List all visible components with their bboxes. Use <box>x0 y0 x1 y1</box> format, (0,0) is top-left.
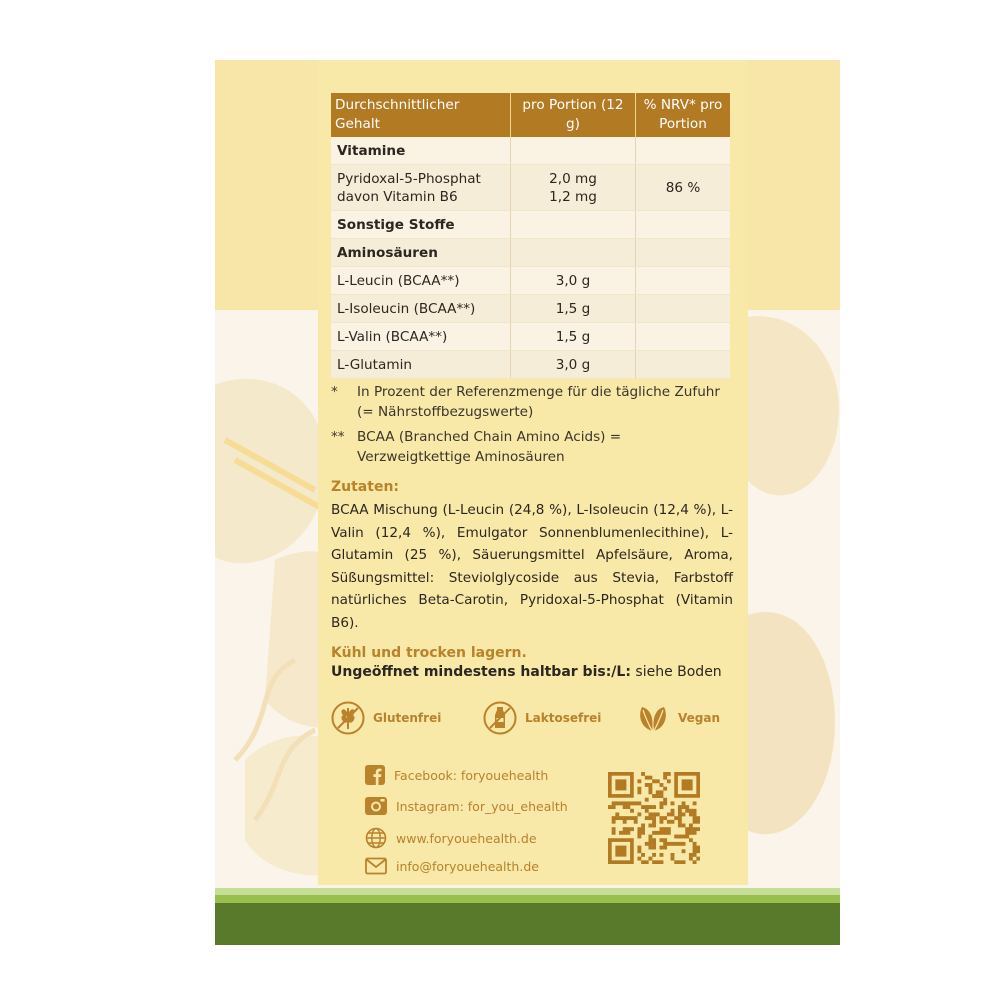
contact-email[interactable] <box>365 857 539 875</box>
nutrition-table <box>331 93 730 379</box>
footnote-marker: ** <box>331 429 345 445</box>
ingredients-title: Zutaten: <box>331 479 400 495</box>
nutrition-table-body <box>331 137 730 379</box>
cell-nrv <box>636 137 731 165</box>
stripe-dark <box>215 903 840 945</box>
ingredients-text: BCAA Mischung (L-Leucin (24,8 %), L-Isoleucin (12,4 %), L-Valin (12,4 %), Emulgator Sonnenblumenlecithine), L-Glutamin (25 %), Säuerungsmittel Apfelsäure, Aroma, Süßungsmittel: Steviolglycoside aus Stevia, Farbstoff natürliches Beta-Carotin, Pyridoxal-5-Phosphat (Vitamin B6). <box>331 502 733 631</box>
cell-nutrient: L-Valin (BCAA**) <box>331 323 511 351</box>
contact-label: Instagram: for_you_ehealth <box>396 798 568 814</box>
cell-nrv <box>636 323 731 351</box>
cell-nutrient: Sonstige Stoffe <box>331 211 511 239</box>
cell-nutrient: L-Isoleucin (BCAA**) <box>331 295 511 323</box>
badge-label: Vegan <box>678 711 720 725</box>
contact-label: www.foryouehealth.de <box>396 830 537 846</box>
contact-instagram[interactable] <box>365 796 568 816</box>
table-header-row <box>331 93 730 137</box>
table-row <box>331 295 730 323</box>
footnote-nrv <box>331 382 731 422</box>
cell-nrv <box>636 211 731 239</box>
table-row <box>331 351 730 379</box>
best-before-value: siehe Boden <box>630 664 722 680</box>
table-row <box>331 165 730 211</box>
wheat-icon <box>331 701 365 735</box>
cell-portion: 1,5 g <box>511 295 636 323</box>
contact-label: info@foryouehealth.de <box>396 858 539 874</box>
mail-icon <box>365 857 387 875</box>
cell-portion <box>511 211 636 239</box>
footnote-text: BCAA (Branched Chain Amino Acids) = Verzweigtkettige Aminosäuren <box>357 429 622 465</box>
cell-nrv <box>636 351 731 379</box>
badge-vegan <box>636 700 720 736</box>
table-row <box>331 267 730 295</box>
cell-nrv <box>636 295 731 323</box>
cell-portion: 3,0 g <box>511 267 636 295</box>
cell-nrv <box>636 239 731 267</box>
leaf-icon <box>636 701 670 735</box>
stripe-light <box>215 888 840 895</box>
header-nrv: % NRV* pro Portion <box>636 93 731 137</box>
footnote-text: In Prozent der Referenzmenge für die tägliche Zufuhr (= Nährstoffbezugswerte) <box>357 384 721 420</box>
instagram-icon <box>365 796 387 816</box>
cell-portion: 1,5 g <box>511 323 636 351</box>
bottom-stripes <box>215 888 840 945</box>
qr-code[interactable] <box>608 772 700 864</box>
contact-label: Facebook: foryouehealth <box>394 767 549 783</box>
cell-portion: 3,0 g <box>511 351 636 379</box>
footnote-bcaa <box>331 427 731 467</box>
table-row <box>331 211 730 239</box>
globe-icon <box>365 827 387 849</box>
stripe-mid <box>215 895 840 903</box>
badge-label: Laktosefrei <box>525 711 602 725</box>
cell-nrv <box>636 267 731 295</box>
cell-nrv: 86 % <box>636 165 731 211</box>
contact-facebook[interactable] <box>365 765 548 785</box>
cell-portion: 2,0 mg 1,2 mg <box>511 165 636 211</box>
badge-label: Glutenfrei <box>373 711 442 725</box>
cell-nutrient: Vitamine <box>331 137 511 165</box>
cell-nutrient: L-Leucin (BCAA**) <box>331 267 511 295</box>
table-row <box>331 137 730 165</box>
footnote-marker: * <box>331 384 338 400</box>
table-row <box>331 239 730 267</box>
storage-hint: Kühl und trocken lagern. <box>331 645 527 661</box>
bottle-icon <box>483 701 517 735</box>
contact-website[interactable] <box>365 827 537 849</box>
cell-nutrient: L-Glutamin <box>331 351 511 379</box>
best-before-label: Ungeöffnet mindestens haltbar bis:/L: <box>331 664 631 680</box>
facebook-icon <box>365 765 385 785</box>
footnotes <box>331 382 731 472</box>
cell-portion <box>511 137 636 165</box>
best-before <box>331 664 722 680</box>
header-content: Durchschnittlicher Gehalt <box>331 93 511 137</box>
badge-glutenfrei <box>331 700 441 736</box>
badge-laktosefrei <box>483 700 601 736</box>
table-row <box>331 323 730 351</box>
header-portion: pro Portion (12 g) <box>511 93 636 137</box>
cell-portion <box>511 239 636 267</box>
cell-nutrient: Pyridoxal-5-Phosphat davon Vitamin B6 <box>331 165 511 211</box>
cell-nutrient: Aminosäuren <box>331 239 511 267</box>
